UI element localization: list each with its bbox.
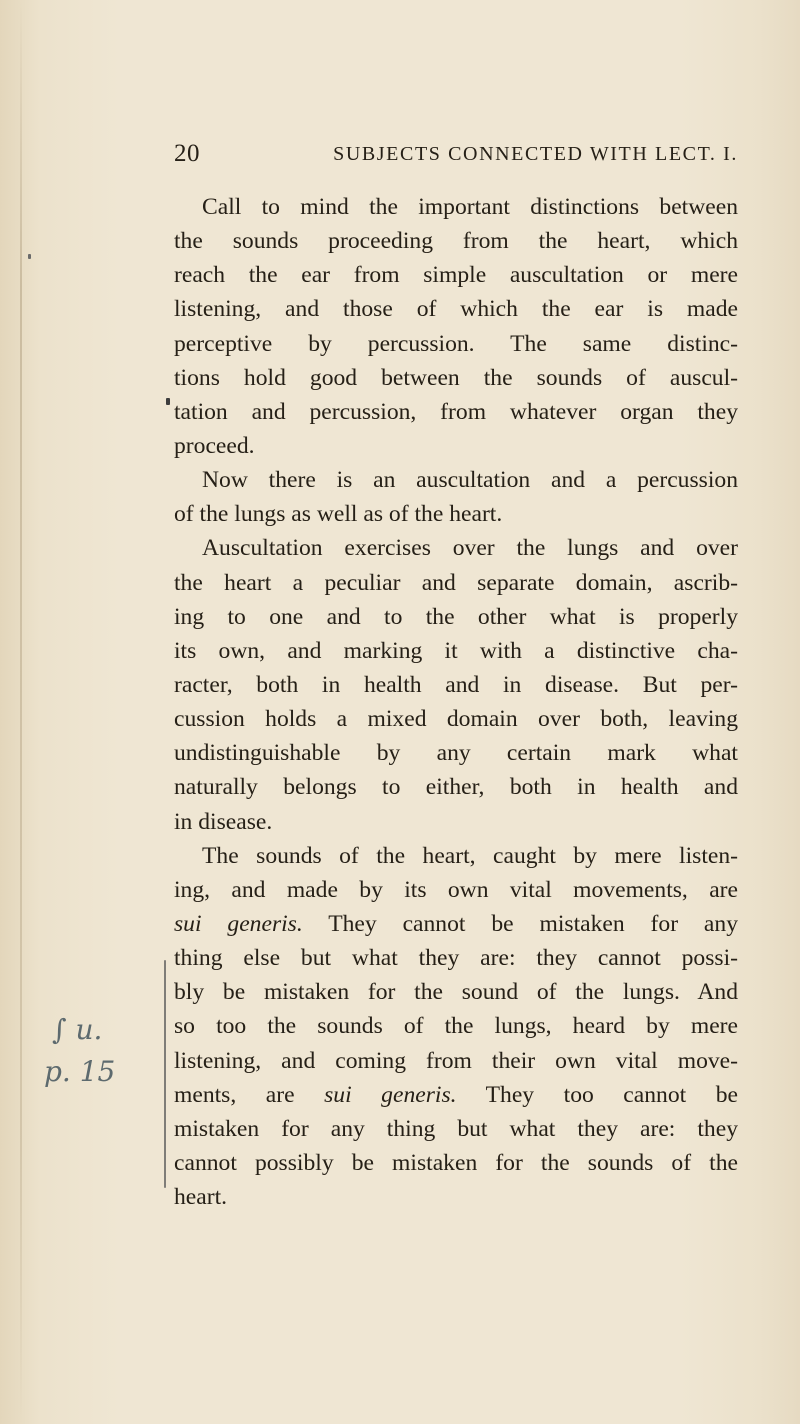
text-line: Call to mind the important distinctions between <box>202 194 738 220</box>
running-head: SUBJECTS CONNECTED WITH LECT. I. <box>333 143 738 165</box>
text-line: The sounds of the heart, caught by mere listen- <box>202 842 738 869</box>
body-text <box>174 190 738 1214</box>
italic-phrase: sui generis. <box>174 910 303 937</box>
text-line: mistaken for any thing but what they are: they <box>174 1115 738 1142</box>
page-gutter-shadow <box>20 0 22 1424</box>
margin-speck <box>28 254 31 259</box>
text-line: racter, both in health and in disease. But per- <box>174 671 738 698</box>
text-line: bly be mistaken for the sound of the lungs. And <box>174 979 738 1006</box>
text-segment: They cannot be mistaken for any <box>302 910 738 937</box>
text-line: so too the sounds of the lungs, heard by mere <box>174 1013 738 1040</box>
text-line: listening, and those of which the ear is made <box>174 296 738 323</box>
text-line: perceptive by percussion. The same distinc- <box>174 330 738 357</box>
margin-speck <box>166 398 170 405</box>
text-line: the heart a peculiar and separate domain, ascrib- <box>174 569 738 596</box>
text-line: ing to one and to the other what is properly <box>174 603 738 630</box>
text-line <box>174 1078 738 1112</box>
text-line: listening, and coming from their own vital move- <box>174 1047 738 1074</box>
margin-pencil-line <box>164 960 166 1188</box>
text-line: in disease. <box>174 808 273 835</box>
text-line: cannot possibly be mistaken for the sounds of the <box>174 1149 738 1176</box>
page-header <box>174 140 738 174</box>
page-number: 20 <box>174 140 200 167</box>
text-line: heart. <box>174 1184 228 1211</box>
text-segment: They too cannot be <box>456 1081 738 1108</box>
text-line: its own, and marking it with a distinctive cha- <box>174 637 738 664</box>
text-line: tions hold good between the sounds of auscul- <box>174 364 738 391</box>
margin-note-line2: p. 15 <box>44 1055 116 1088</box>
text-line: cussion holds a mixed domain over both, leaving <box>174 706 738 733</box>
italic-phrase: sui generis. <box>324 1081 457 1108</box>
text-line: Auscultation exercises over the lungs and over <box>202 535 738 562</box>
text-line: tation and percussion, from whatever organ they <box>174 398 738 425</box>
text-line: reach the ear from simple auscultation or mere <box>174 262 738 289</box>
text-line <box>174 907 738 941</box>
text-line: proceed. <box>174 432 255 459</box>
text-line: ing, and made by its own vital movements, are <box>174 876 738 903</box>
text-segment: ments, are <box>174 1081 325 1108</box>
text-line: of the lungs as well as of the heart. <box>174 501 503 528</box>
margin-note-line1: ∫ u. <box>52 1013 103 1046</box>
text-line: thing else but what they are: they cannot possi- <box>174 945 738 972</box>
text-line: naturally belongs to either, both in health and <box>174 774 738 801</box>
text-line: undistinguishable by any certain mark what <box>174 740 738 767</box>
text-line: Now there is an auscultation and a percussion <box>202 467 738 494</box>
text-line: the sounds proceeding from the heart, which <box>174 228 738 255</box>
